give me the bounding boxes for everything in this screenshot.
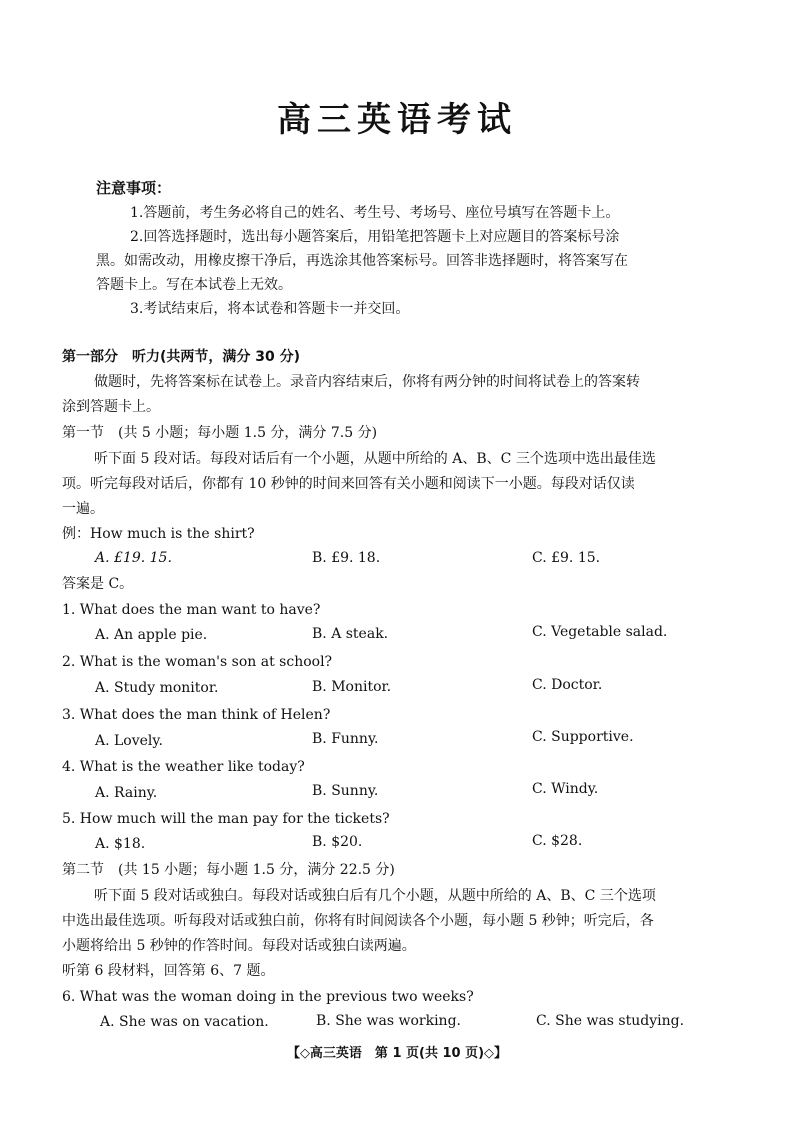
question-3-option-a: A. Lovely. — [95, 733, 163, 749]
section1-intro-line-1: 听下面 5 段对话。每段对话后有一个小题，从题中所给的 A、B、C 三个选项中选出最佳选 — [94, 451, 656, 467]
part1-intro-line-2: 涂到答题卡上。 — [62, 399, 160, 415]
question-1-option-b: B. A steak. — [312, 626, 389, 642]
question-5: 5. How much will the man pay for the tickets? — [62, 811, 390, 827]
question-2-option-a: A. Study monitor. — [95, 680, 219, 696]
section1-heading: 第一节 (共 5 小题；每小题 1.5 分，满分 7.5 分) — [62, 425, 378, 441]
page-footer: 【◇高三英语 第 1 页(共 10 页)◇】 — [286, 1046, 508, 1061]
question-3-option-c: C. Supportive. — [532, 729, 634, 745]
example-option-a: A. £19. 15. — [95, 550, 172, 566]
question-6-option-b: B. She was working. — [316, 1013, 461, 1029]
question-2-option-b: B. Monitor. — [312, 679, 392, 695]
question-4: 4. What is the weather like today? — [62, 759, 305, 775]
section2-intro-line-2: 中选出最佳选项。听每段对话或独白前，你将有时间阅读各个小题，每小题 5 秒钟；听完后，各 — [62, 913, 654, 929]
material-instruction: 听第 6 段材料，回答第 6、7 题。 — [62, 963, 275, 979]
notice-item-2-line-1: 2.回答选择题时，选出每小题答案后，用铅笔把答题卡上对应题目的答案标号涂 — [130, 229, 620, 245]
question-3-option-b: B. Funny. — [312, 731, 379, 747]
question-5-option-b: B. $20. — [312, 834, 363, 850]
section1-intro-line-3: 一遍。 — [62, 501, 104, 517]
question-3: 3. What does the man think of Helen? — [62, 707, 331, 723]
question-5-option-a: A. $18. — [95, 836, 146, 852]
notice-item-3: 3.考试结束后，将本试卷和答题卡一并交回。 — [130, 301, 410, 317]
question-1-option-c: C. Vegetable salad. — [532, 624, 668, 640]
question-5-option-c: C. $28. — [532, 833, 583, 849]
part1-heading: 第一部分 听力(共两节，满分 30 分) — [62, 349, 301, 365]
question-4-option-b: B. Sunny. — [312, 783, 379, 799]
part1-intro-line-1: 做题时，先将答案标在试卷上。录音内容结束后，你将有两分钟的时间将试卷上的答案转 — [94, 374, 640, 390]
question-4-option-a: A. Rainy. — [95, 785, 158, 801]
section2-heading: 第二节 (共 15 小题；每小题 1.5 分，满分 22.5 分) — [62, 862, 395, 878]
section2-intro-line-1: 听下面 5 段对话或独白。每段对话或独白后有几个小题，从题中所给的 A、B、C 三个选项 — [94, 888, 656, 904]
question-2: 2. What is the woman's son at school? — [62, 654, 333, 670]
notice-item-2-line-2: 黑。如需改动，用橡皮擦干净后，再选涂其他答案标号。回答非选择题时，将答案写在 — [96, 253, 628, 269]
section1-intro-line-2: 项。听完每段对话后，你都有 10 秒钟的时间来回答有关小题和阅读下一小题。每段对话仅读 — [62, 476, 635, 492]
section2-intro-line-3: 小题将给出 5 秒钟的作答时间。每段对话或独白读两遍。 — [62, 938, 416, 954]
page-title: 高三英语考试 — [277, 100, 517, 140]
question-1-option-a: A. An apple pie. — [95, 627, 208, 643]
question-6-option-a: A. She was on vacation. — [100, 1014, 269, 1030]
question-6: 6. What was the woman doing in the previous two weeks? — [62, 989, 474, 1005]
notice-item-2-line-3: 答题卡上。写在本试卷上无效。 — [96, 277, 292, 293]
example-option-b: B. £9. 18. — [312, 550, 381, 566]
question-2-option-c: C. Doctor. — [532, 677, 603, 693]
notice-item-1: 1.答题前，考生务必将自己的姓名、考生号、考场号、座位号填写在答题卡上。 — [130, 205, 620, 221]
question-6-option-c: C. She was studying. — [536, 1013, 685, 1029]
example-option-c: C. £9. 15. — [532, 550, 601, 566]
notice-heading: 注意事项： — [96, 179, 172, 197]
example-answer: 答案是 C。 — [62, 576, 134, 592]
question-1: 1. What does the man want to have? — [62, 602, 321, 618]
example-question: 例：How much is the shirt? — [62, 526, 255, 542]
question-4-option-c: C. Windy. — [532, 781, 599, 797]
